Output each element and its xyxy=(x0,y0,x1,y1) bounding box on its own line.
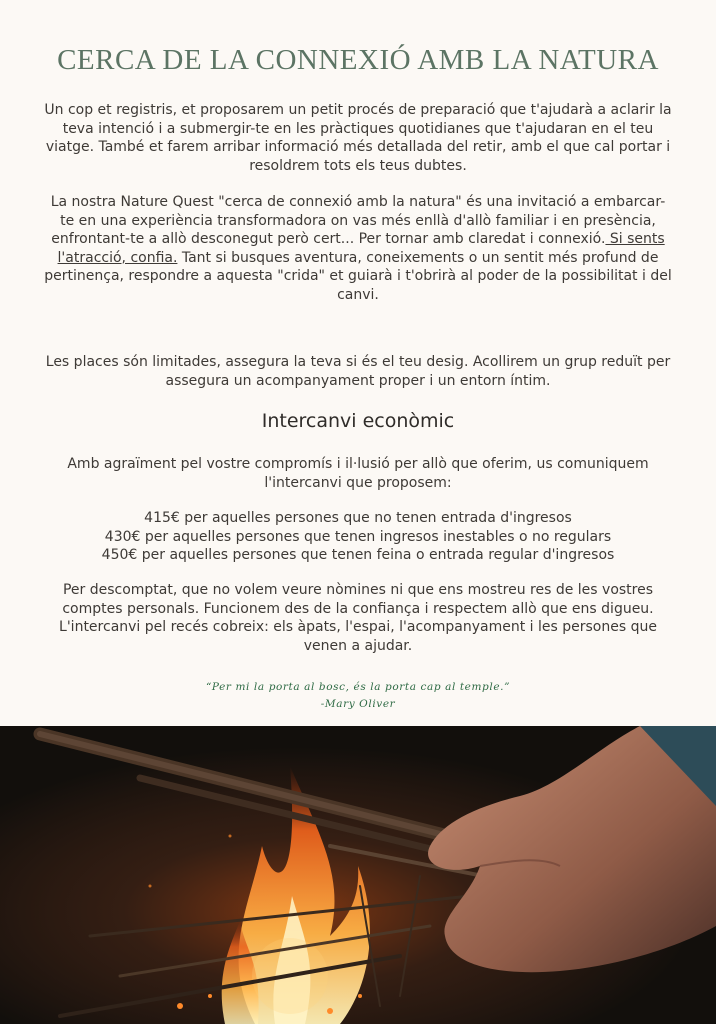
trust-callout: Si sents l'atracció, confia. xyxy=(57,231,665,266)
nature-quest-text-before: La nostra Nature Quest "cerca de connexió amb la natura" és una invitació a embarcar-te en una experiència transformadora on vas més enllà d'allò familiar i en presència, enfrontant-te a allò desconegut però cert... Per tornar amb claredat i connexió. xyxy=(50,194,666,247)
campfire-photo xyxy=(0,726,716,1024)
trust-paragraph: Per descomptat, que no volem veure nòmines ni que ens mostreu res de les vostres comptes personals. Funcionem des de la confiança i respectem allò que ens digueu. L'intercanvi pel recés cobreix: els àpats, l'espai, l'acompanyament i les persones que venen a ajudar. xyxy=(59,582,657,654)
campfire-illustration xyxy=(0,726,716,1024)
quote-text: “Per mi la porta al bosc, és la porta cap al temple.” xyxy=(205,681,511,693)
quote-block xyxy=(0,679,716,713)
nature-quest-text-after: Tant si busques aventura, coneixements o un sentit més profund de pertinença, respondre a aquesta "crida" et guiarà i t'obrirà al poder de la possibilitat i del canvi. xyxy=(44,249,672,303)
price-item: 415€ per aquelles persones que no tenen entrada d'ingresos xyxy=(144,510,572,526)
exchange-intro: Amb agraïment pel vostre compromís i il·lusió per allò que oferim, us comuniquem l'intercanvi que proposem: xyxy=(67,456,649,491)
price-item: 430€ per aquelles persones que tenen ingresos inestables o no regulars xyxy=(104,528,612,545)
intro-paragraph: Un cop et registris, et proposarem un petit procés de preparació que t'ajudarà a aclarir la teva intenció i a submergir-te en les pràctiques quotidianes que t'ajudaran en el teu viatge. També et farem arribar informació més detallada del retir, amb el que cal portar i resoldrem tots els teus dubtes. xyxy=(44,102,672,174)
price-item: 450€ per aquelles persones que tenen feina o entrada regular d'ingresos xyxy=(101,547,615,563)
quote-author: -Mary Oliver xyxy=(320,698,396,710)
page-title: CERCA DE LA CONNEXIÓ AMB LA NATURA xyxy=(57,44,659,76)
places-paragraph: Les places són limitades, assegura la teva si és el teu desig. Acollirem un grup reduït per assegura un acompanyament proper i un entorn íntim. xyxy=(45,354,671,389)
nature-quest-paragraph xyxy=(44,193,672,304)
price-list xyxy=(44,509,672,565)
exchange-heading: Intercanvi econòmic xyxy=(261,410,455,432)
